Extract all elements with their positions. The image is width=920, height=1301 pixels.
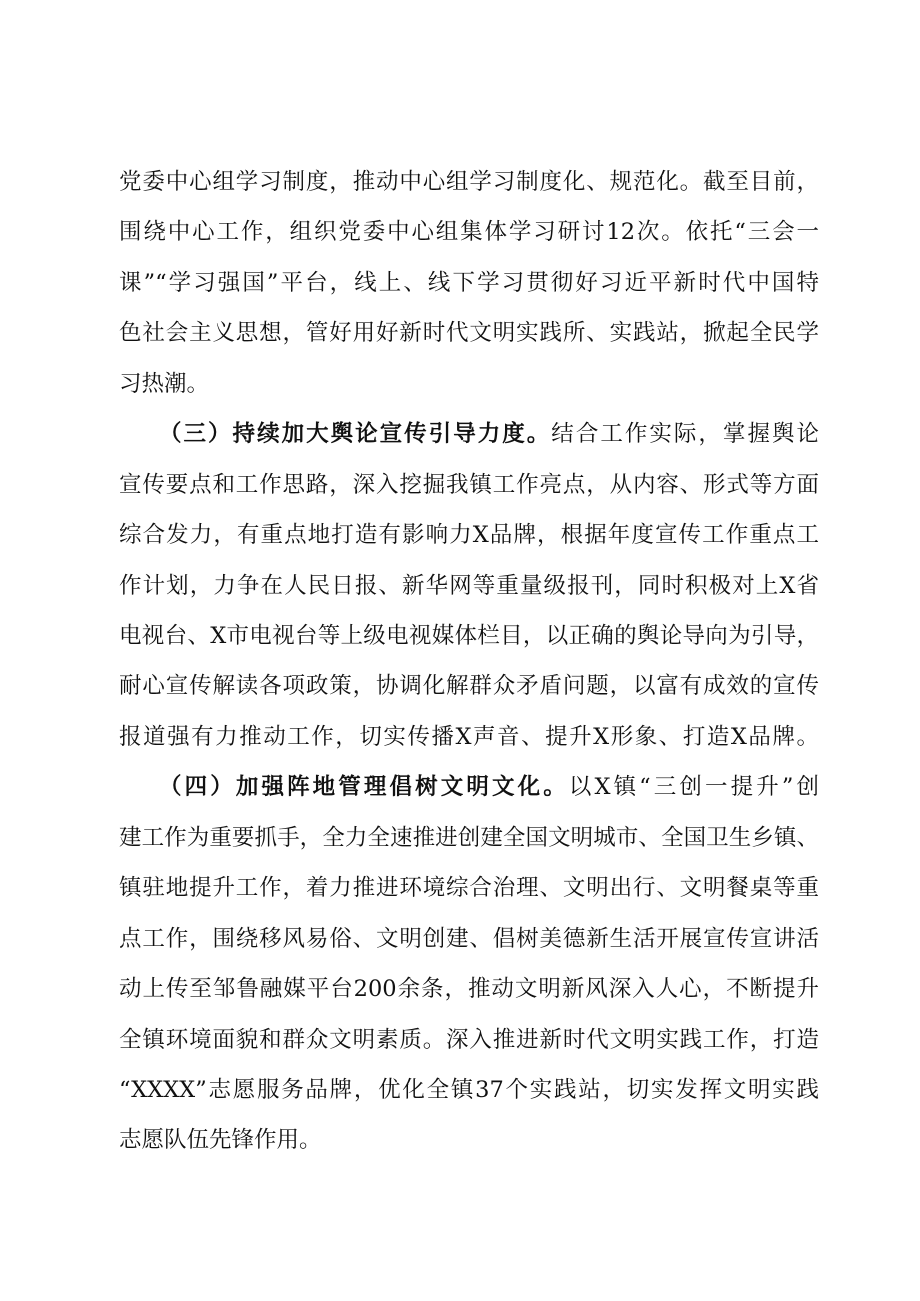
paragraph-3-line-5: 动上传至邹鲁融媒平台200余条，推动文明新风深入人心，不断提升: [119, 976, 819, 1002]
paragraph-3-line-4: 点工作，围绕移风易俗、文明创建、倡树美德新生活开展宣传宣讲活: [119, 926, 819, 952]
paragraph-3-line-8: 志愿队伍先锋作用。: [119, 1127, 322, 1153]
section-heading-3: （三）持续加大舆论宣传引导力度。: [159, 421, 552, 447]
paragraph-3-line-6: 全镇环境面貌和群众文明素质。深入推进新时代文明实践工作，打造: [119, 1027, 819, 1053]
paragraph-1-line-2: 围绕中心工作，组织党委中心组集体学习研讨12次。依托“三会一: [119, 219, 819, 245]
paragraph-1-line-5: 习热潮。: [119, 371, 210, 397]
paragraph-3-line-7: “XXXX”志愿服务品牌，优化全镇37个实践站，切实发挥文明实践: [119, 1077, 819, 1103]
paragraph-2-line-7: 报道强有力推动工作，切实传播X声音、提升X形象、打造X品牌。: [119, 724, 819, 750]
paragraph-3-line-2: 建工作为重要抓手，全力全速推进创建全国文明城市、全国卫生乡镇、: [119, 825, 819, 851]
paragraph-1-line-3: 课”“学习强国”平台，线上、线下学习贯彻好习近平新时代中国特: [119, 270, 819, 296]
paragraph-2-line-2: 宣传要点和工作思路，深入挖掘我镇工作亮点，从内容、形式等方面: [119, 472, 819, 498]
paragraph-2-line-5: 电视台、X市电视台等上级电视媒体栏目，以正确的舆论导向为引导，: [119, 623, 819, 649]
paragraph-3-line-3: 镇驻地提升工作，着力推进环境综合治理、文明出行、文明餐桌等重: [119, 875, 819, 901]
paragraph-2-line-6: 耐心宣传解读各项政策，协调化解群众矛盾问题，以富有成效的宣传: [119, 673, 819, 699]
paragraph-3-first-line-text: 以X镇“三创一提升”创: [568, 774, 819, 800]
paragraph-3-first-line: [159, 767, 819, 807]
paragraph-1-line-4: 色社会主义思想，管好用好新时代文明实践所、实践站，掀起全民学: [119, 320, 819, 346]
section-heading-4: （四）加强阵地管理倡树文明文化。: [159, 774, 569, 800]
paragraph-2-line-4: 作计划，力争在人民日报、新华网等重量级报刊，同时积极对上X省: [119, 573, 819, 599]
paragraph-2-line-3: 综合发力，有重点地打造有影响力X品牌，根据年度宣传工作重点工: [119, 522, 819, 548]
paragraph-1-line-1: 党委中心组学习制度，推动中心组学习制度化、规范化。截至目前，: [119, 169, 819, 195]
paragraph-2-first-line-text: 结合工作实际，掌握舆论: [551, 421, 819, 447]
paragraph-2-first-line: [159, 414, 819, 454]
